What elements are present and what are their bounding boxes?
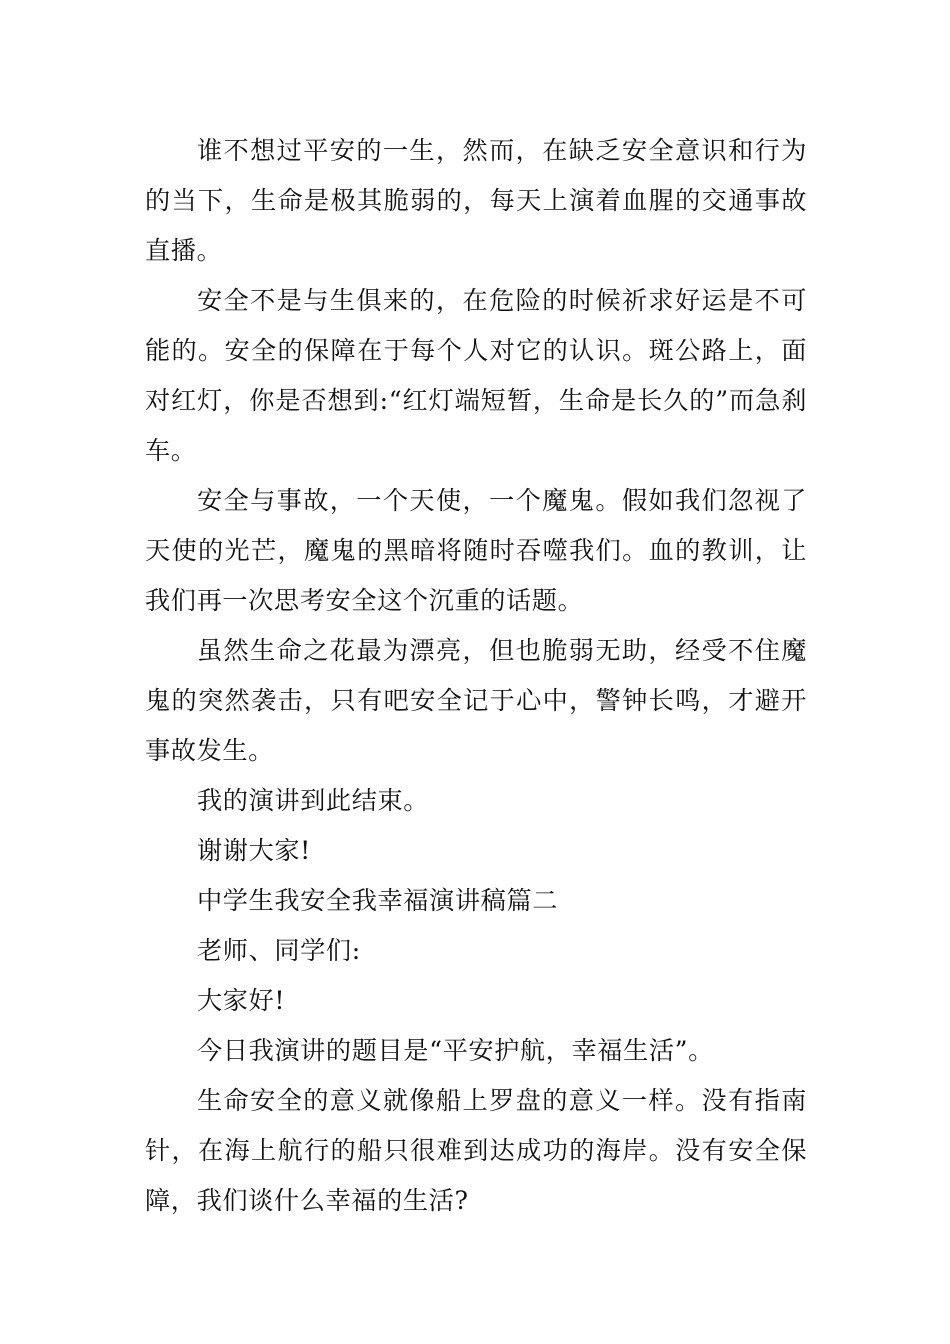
paragraph-thanks: 谢谢大家! <box>197 836 311 865</box>
paragraph-angel-devil: 安全与事故，一个天使，一个魔鬼。假如我们忽视了天使的光芒，魔鬼的黑暗将随时吞噬我们。血的教训，让我们再一次思考安全这个沉重的话题。 <box>145 486 807 615</box>
paragraph-flower-of-life: 虽然生命之花最为漂亮，但也脆弱无助，经受不住魔鬼的突然袭击，只有吧安全记于心中，警钟长鸣，才避开事故发生。 <box>145 636 807 765</box>
paragraph-greeting: 大家好! <box>197 986 286 1015</box>
section-heading: 中学生我安全我幸福演讲稿篇二 <box>197 886 559 915</box>
paragraph-compass: 生命安全的意义就像船上罗盘的意义一样。没有指南针，在海上航行的船只很难到达成功的海岸。没有安全保障，我们谈什么幸福的生活? <box>145 1086 807 1215</box>
paragraph-closing: 我的演讲到此结束。 <box>197 786 430 815</box>
paragraph-topic: 今日我演讲的题目是“平安护航，幸福生活”。 <box>197 1036 714 1065</box>
paragraph-intro: 谁不想过平安的一生，然而，在缺乏安全意识和行为的当下，生命是极其脆弱的，每天上演着血腥的交通事故直播。 <box>145 136 807 265</box>
paragraph-safety-awareness: 安全不是与生俱来的，在危险的时候祈求好运是不可能的。安全的保障在于每个人对它的认识。斑公路上，面对红灯，你是否想到:“红灯端短暂，生命是长久的”而急刹车。 <box>145 286 807 465</box>
document-page <box>145 126 807 1226</box>
paragraph-salutation: 老师、同学们: <box>197 936 361 965</box>
